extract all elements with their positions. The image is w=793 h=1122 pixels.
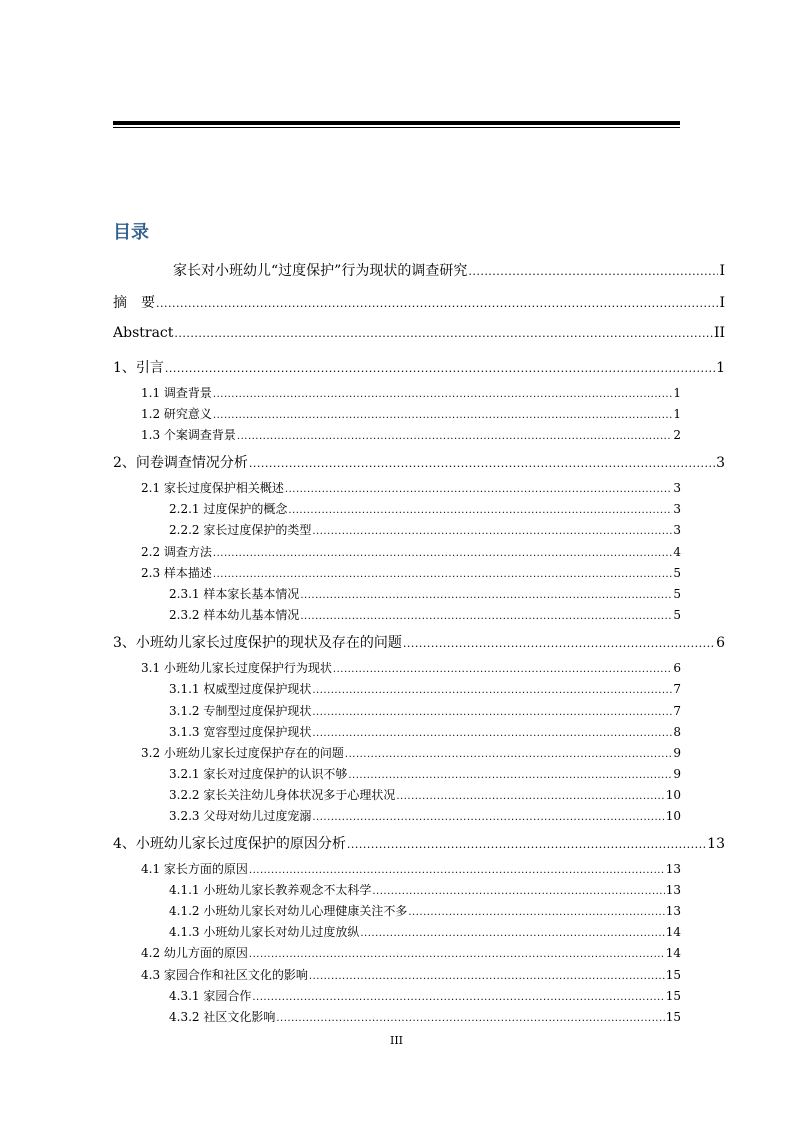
toc-entry-page: 13 (665, 862, 681, 876)
page-number: III (389, 1034, 404, 1047)
toc-entry-page: II (713, 325, 725, 341)
toc-entry-page: 4 (673, 545, 681, 559)
toc-leader-dots (213, 569, 672, 580)
toc-leader-dots (347, 838, 706, 851)
toc-entry-text: 2.2.2 家长过度保护的类型 (169, 523, 312, 537)
toc-leader-dots (300, 590, 672, 601)
toc-entry-text: 3.1 小班幼儿家长过度保护行为现状 (141, 661, 332, 675)
toc-entry[interactable] (141, 860, 681, 877)
toc-entry-page: 3 (673, 481, 681, 495)
toc-entry-text: 4.1.1 小班幼儿家长教养观念不太科学 (169, 883, 372, 897)
toc-entry-page: I (719, 295, 725, 311)
toc-entry-text: 1、引言 (113, 360, 164, 376)
toc-entry-page: 6 (673, 661, 681, 675)
toc-entry[interactable] (141, 384, 681, 401)
toc-leader-dots (249, 457, 715, 470)
toc-entry[interactable] (169, 585, 681, 602)
toc-leader-dots (165, 362, 715, 375)
toc-entry[interactable] (169, 521, 681, 538)
toc-entry[interactable] (169, 680, 681, 697)
toc-entry[interactable] (169, 786, 681, 803)
toc-leader-dots (213, 389, 672, 400)
toc-entry-page: 5 (673, 587, 681, 601)
toc-title: 目录 (113, 222, 149, 243)
toc-entry[interactable] (173, 260, 725, 280)
toc-entry[interactable] (169, 881, 681, 898)
toc-entry-page: 1 (716, 360, 725, 376)
toc-leader-dots (372, 886, 664, 897)
header-rule-thin (113, 127, 680, 128)
toc-leader-dots (333, 664, 672, 675)
toc-entry-text: 3.2.1 家长对过度保护的认识不够 (169, 767, 348, 781)
toc-leader-dots (252, 992, 664, 1003)
toc-entry-page: 7 (673, 704, 681, 718)
toc-entry[interactable] (113, 632, 725, 652)
toc-leader-dots (309, 971, 665, 982)
toc-entry-text: 4.2 幼儿方面的原因 (141, 946, 248, 960)
toc-entry[interactable] (169, 987, 681, 1004)
toc-entry-text: Abstract (113, 325, 174, 341)
toc-entry-page: 3 (673, 502, 681, 516)
toc-leader-dots (213, 548, 672, 559)
toc-leader-dots (360, 928, 664, 939)
toc-entry-text: 4.3.2 社区文化影响 (169, 1010, 276, 1024)
toc-leader-dots (468, 265, 718, 278)
toc-entry-page: 15 (665, 968, 681, 982)
toc-entry-text: 3.2.2 家长关注幼儿身体状况多于心理状况 (169, 788, 396, 802)
toc-entry[interactable] (169, 702, 681, 719)
toc-entry[interactable] (141, 966, 681, 983)
toc-entry-page: 13 (665, 904, 681, 918)
toc-entry-text: 3.1.1 权威型过度保护现状 (169, 682, 312, 696)
toc-entry-page: 5 (673, 566, 681, 580)
toc-entry-page: 15 (665, 989, 681, 1003)
toc-entry-text: 2.2.1 过度保护的概念 (169, 502, 288, 516)
toc-entry-page: 8 (673, 725, 681, 739)
toc-leader-dots (345, 749, 672, 760)
toc-leader-dots (300, 611, 672, 622)
toc-entry-text: 4、小班幼儿家长过度保护的原因分析 (113, 836, 346, 852)
toc-leader-dots (312, 728, 672, 739)
toc-entry[interactable] (169, 606, 681, 623)
toc-entry-text: 2.2 调查方法 (141, 545, 212, 559)
toc-entry[interactable] (141, 744, 681, 761)
toc-leader-dots (249, 865, 665, 876)
toc-entry-text: 4.1.3 小班幼儿家长对幼儿过度放纵 (169, 925, 360, 939)
toc-leader-dots (156, 297, 718, 310)
toc-entry-page: 14 (665, 946, 681, 960)
toc-entry[interactable] (169, 807, 681, 824)
toc-entry-text: 2、问卷调查情况分析 (113, 455, 248, 471)
toc-entry-text: 摘 要 (113, 295, 155, 311)
toc-entry[interactable] (169, 723, 681, 740)
toc-entry-text: 2.1 家长过度保护相关概述 (141, 481, 284, 495)
toc-entry-page: 2 (673, 428, 681, 442)
toc-entry[interactable] (141, 659, 681, 676)
toc-leader-dots (312, 526, 672, 537)
toc-entry-text: 4.3 家园合作和社区文化的影响 (141, 968, 308, 982)
toc-entry-page: 1 (673, 407, 681, 421)
toc-entry-page: 14 (665, 925, 681, 939)
toc-leader-dots (408, 907, 664, 918)
toc-entry[interactable] (141, 543, 681, 560)
header-rule-thick (113, 121, 680, 125)
toc-entry-page: 6 (716, 635, 725, 651)
toc-leader-dots (213, 410, 672, 421)
toc-entry[interactable] (169, 1008, 681, 1025)
toc-entry-text: 3.1.2 专制型过度保护现状 (169, 704, 312, 718)
toc-entry[interactable] (169, 923, 681, 940)
toc-entry[interactable] (113, 292, 725, 312)
toc-leader-dots (276, 1013, 664, 1024)
toc-entry-page: 13 (665, 883, 681, 897)
toc-entry-text: 家长对小班幼儿“过度保护”行为现状的调查研究 (173, 263, 468, 279)
toc-entry-text: 4.1 家长方面的原因 (141, 862, 248, 876)
toc-entry-page: 13 (707, 836, 725, 852)
toc-entry-page: 3 (673, 523, 681, 537)
toc-entry-text: 1.1 调查背景 (141, 386, 212, 400)
toc-entry[interactable] (113, 452, 725, 472)
toc-entry[interactable] (169, 765, 681, 782)
toc-entry[interactable] (169, 500, 681, 517)
toc-leader-dots (403, 637, 715, 650)
toc-leader-dots (249, 949, 665, 960)
toc-entry-page: 9 (673, 767, 681, 781)
toc-entry-text: 2.3.2 样本幼儿基本情况 (169, 608, 300, 622)
toc-entry-text: 3.1.3 宽容型过度保护现状 (169, 725, 312, 739)
toc-entry-text: 3、小班幼儿家长过度保护的现状及存在的问题 (113, 635, 402, 651)
toc-entry-page: I (719, 263, 725, 279)
toc-entry-text: 1.3 个案调查背景 (141, 428, 236, 442)
toc-entry-page: 1 (673, 386, 681, 400)
toc-entry-page: 15 (665, 1010, 681, 1024)
toc-entry-page: 7 (673, 682, 681, 696)
toc-leader-dots (174, 327, 713, 340)
toc-entry[interactable] (113, 357, 725, 377)
toc-leader-dots (348, 770, 672, 781)
toc-entry[interactable] (141, 944, 681, 961)
toc-leader-dots (312, 685, 672, 696)
toc-entry[interactable] (141, 405, 681, 422)
toc-entry-text: 2.3.1 样本家长基本情况 (169, 587, 300, 601)
toc-entry-page: 10 (665, 788, 681, 802)
toc-entry[interactable] (113, 833, 725, 853)
toc-entry-text: 1.2 研究意义 (141, 407, 212, 421)
toc-leader-dots (312, 707, 672, 718)
toc-leader-dots (396, 791, 664, 802)
toc-entry-text: 4.3.1 家园合作 (169, 989, 252, 1003)
toc-leader-dots (312, 812, 664, 823)
toc-entry-page: 5 (673, 608, 681, 622)
toc-entry-text: 3.2.3 父母对幼儿过度宠溺 (169, 809, 312, 823)
toc-entry[interactable] (141, 564, 681, 581)
toc-entry-text: 4.1.2 小班幼儿家长对幼儿心理健康关注不多 (169, 904, 408, 918)
toc-entry[interactable] (169, 902, 681, 919)
toc-entry-page: 9 (673, 746, 681, 760)
toc-entry[interactable] (141, 479, 681, 496)
toc-entry-text: 3.2 小班幼儿家长过度保护存在的问题 (141, 746, 344, 760)
toc-entry-page: 3 (716, 455, 725, 471)
toc-entry-page: 10 (665, 809, 681, 823)
toc-leader-dots (285, 484, 672, 495)
toc-entry[interactable] (141, 426, 681, 443)
toc-entry[interactable] (113, 325, 725, 341)
toc-leader-dots (288, 505, 672, 516)
toc-leader-dots (237, 431, 672, 442)
toc-entry-text: 2.3 样本描述 (141, 566, 212, 580)
